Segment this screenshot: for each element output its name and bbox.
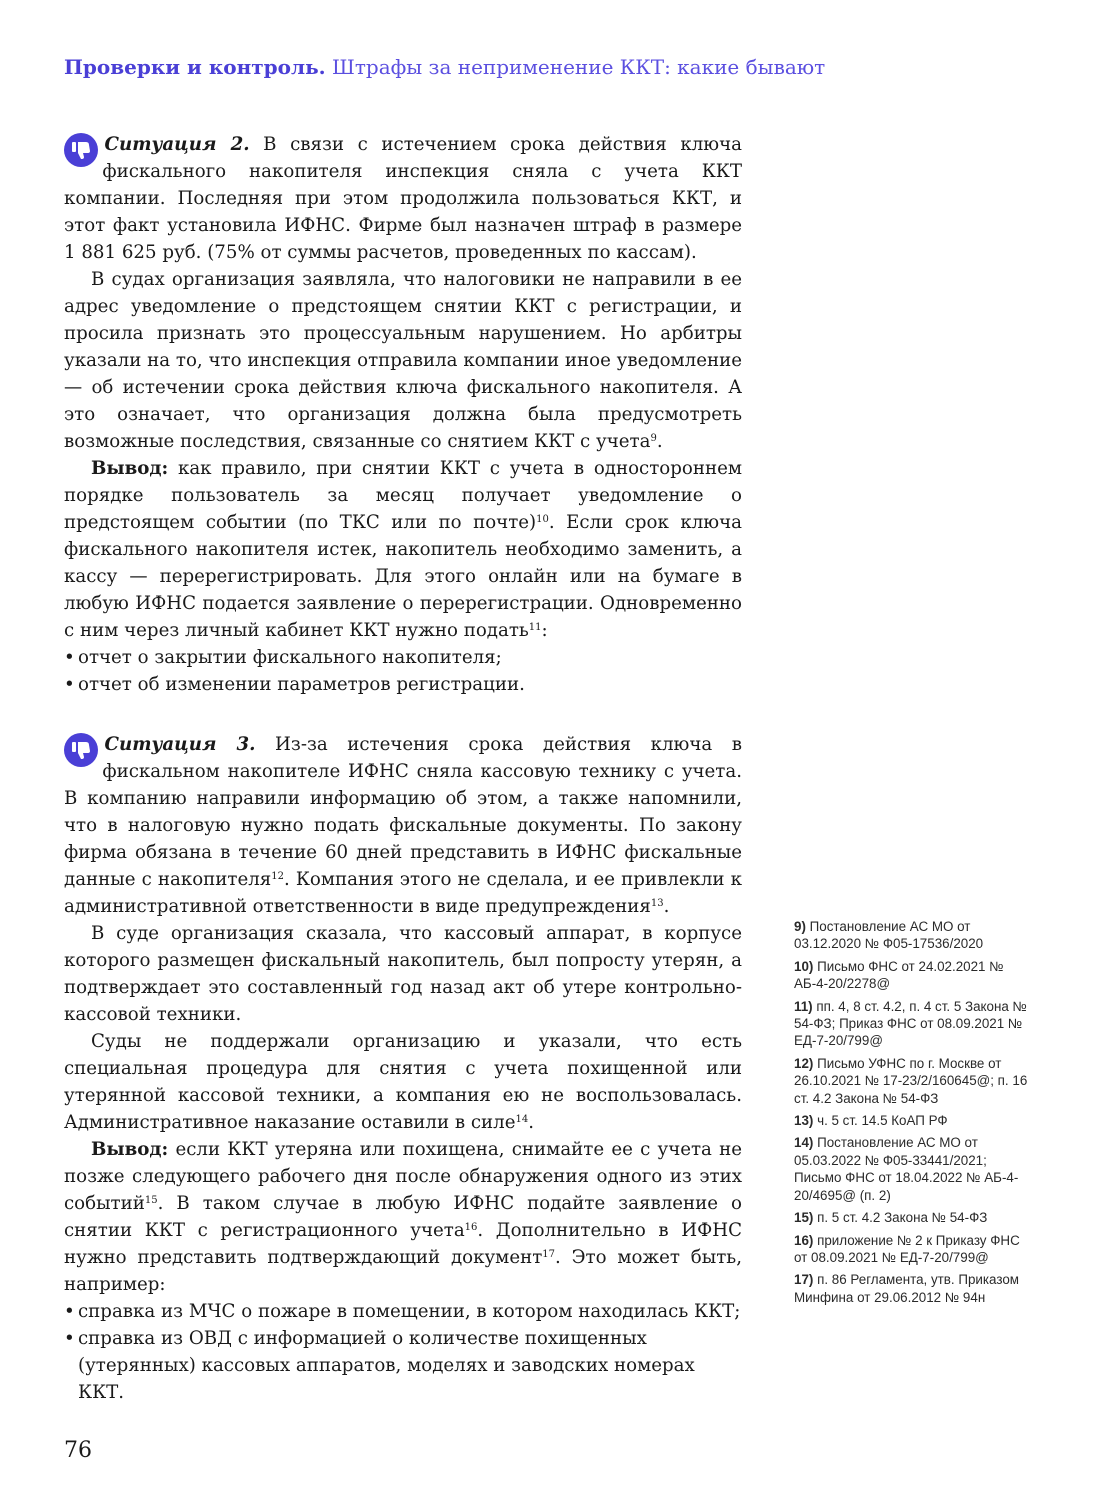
footnote-ref[interactable]: 9 — [650, 433, 657, 444]
footnote-ref[interactable]: 12 — [271, 871, 284, 882]
situation-2-conclusion: Вывод: как правило, при снятии ККТ с учета в одностороннем порядке пользователь за месяц получает уведомление о предстоящем событии (по ТКС или по почте)$^{10}$. Если срок ключа фискального накопителя истек, накопитель необходимо заменить, а кассу — перерегистрировать. Для этого онлайн или на бумаге в любую ИФНС подается заявление о перерегистрации. Одновременно с ним через личный кабинет ККТ нужно подать$^{11}$: — [64, 458, 742, 641]
thumbs-down-icon — [64, 133, 98, 167]
footnote-item: 12) Письмо УФНС по г. Москве от 26.10.2021 № 17-23/2/160645@; п. 16 ст. 4.2 Закона № 54-ФЗ — [794, 1055, 1028, 1106]
footnote-ref[interactable]: 10 — [536, 514, 549, 525]
situation-2-block — [64, 131, 742, 698]
list-item: • справка из ОВД с информацией о количестве похищенных (утерянных) кассовых аппаратов, моделях и заводских номерах ККТ. — [64, 1325, 742, 1406]
footnote-ref[interactable]: 13 — [650, 898, 664, 909]
footnotes — [794, 918, 1034, 1311]
thumbs-down-icon — [64, 733, 98, 767]
footnote-ref[interactable]: 17 — [542, 1249, 555, 1260]
footnote-item: 16) приложение № 2 к Приказу ФНС от 08.09.2021 № ЕД-7-20/799@ — [794, 1232, 1020, 1265]
footnote-item: 10) Письмо ФНС от 24.02.2021 № АБ-4-20/2278@ — [794, 958, 1004, 992]
footnote-item: 9) Постановление АС МО от 03.12.2020 № Ф05-17536/2020 — [794, 919, 984, 952]
list-item: • отчет о закрытии фискального накопителя; — [64, 644, 742, 671]
footnote-item: 11) пп. 4, 8 ст. 4.2, п. 4 ст. 5 Закона № 54-ФЗ; Приказ ФНС от 08.09.2021 № ЕД-7-20/799@ — [794, 998, 1027, 1049]
situation-3-paragraph-2: Суды не поддержали организацию и указали, что есть специальная процедура для снятия с учета похищенной или утерянной кассовой техники, а компания ею не воспользовалась. Административное наказание оставили в силе$^{14}$. — [64, 1031, 742, 1133]
footnote-ref[interactable]: 11 — [528, 622, 542, 633]
situation-2-label: Ситуация 2. — [104, 134, 250, 155]
situation-3-block: Ситуация 3. Из-за истечения срока действия ключа в фискальном накопителе ИФНС сняла кассовую технику с учета. В компанию направили информацию об этом, а также напомнили, что в налоговую нужно подать фискальные документы. По закону фирма обязана в течение 60 дней представить в ИФНС фискальные данные с накопителя$^{12}$. Компания этого не сделала, и ее привлекли к административной ответственности в виде предупреждения$^{13}$. В суде организация сказала, что кассовый аппарат, в корпусе которого размещен фискальный накопитель, был попросту утерян, а подтверждает это составленный год назад акт об утере контрольно-кассовой техники. Суды не поддержали организацию и указали, что есть специальная процедура для снятия с учета похищенной или утерянной кассовой техники, а компания ею не воспользовалась. Административное наказание оставили в силе$^{14}$. Вывод: если ККТ утеряна или похищена, снимайте ее с учета не позже следующего рабочего дня после обнаружения одного из этих событий$^{15}$. В таком случае в любую ИФНС подайте заявление о снятии ККТ с регистрационного учета$^{16}$. Дополнительно в ИФНС нужно представить подтверждающий документ$^{17}$. Это может быть, например: • справка из МЧС о пожаре в помещении, в котором находилась ККТ; • справка из ОВД с информацией о количестве похищенных (утерянных) кассовых аппаратов, моделях и заводских номерах ККТ. — [64, 731, 742, 1406]
footnote-ref[interactable]: 14 — [515, 1114, 529, 1125]
situation-2-intro: В связи с истечением срока действия ключа фискального накопителя инспекция сняла с учета ККТ компании. Последняя при этом продолжила пользоваться ККТ, и этот факт установила ИФНС. Фирме был назначен штраф в размере 1 881 625 руб. (75% от суммы расчетов, проведенных по кассам). — [64, 134, 742, 263]
footnote-item: 14) Постановление АС МО от 05.03.2022 № Ф05-33441/2021; Письмо ФНС от 18.04.2022 № АБ-4-20/4695@ (п. 2) — [794, 1135, 1019, 1203]
situation-2-bullets — [64, 644, 742, 698]
footnote-ref[interactable]: 16 — [464, 1222, 478, 1233]
conclusion-label: Вывод: — [91, 458, 169, 479]
situation-3-conclusion: Вывод: если ККТ утеряна или похищена, снимайте ее с учета не позже следующего рабочего дня после обнаружения одного из этих событий$^{15}$. В таком случае в любую ИФНС подайте заявление о снятии ККТ с регистрационного учета$^{16}$. Дополнительно в ИФНС нужно представить подтверждающий документ$^{17}$. Это может быть, например: — [64, 1139, 742, 1295]
footnote-item: 13) ч. 5 ст. 14.5 КоАП РФ — [794, 1113, 948, 1129]
page-number: 76 — [64, 1438, 92, 1463]
header-title: Штрафы за неприменение ККТ: какие бывают — [332, 55, 826, 79]
footnote-ref[interactable]: 15 — [144, 1195, 158, 1206]
situation-3-label: Ситуация 3. — [104, 734, 256, 755]
situation-3-paragraph-1: В суде организация сказала, что кассовый аппарат, в корпусе которого размещен фискальный накопитель, был попросту утерян, а подтверждает это составленный год назад акт об утере контрольно-кассовой техники. — [64, 923, 742, 1025]
running-header — [64, 55, 1064, 79]
list-item: • справка из МЧС о пожаре в помещении, в котором находилась ККТ; — [64, 1298, 742, 1325]
footnote-item: 15) п. 5 ст. 4.2 Закона № 54-ФЗ — [794, 1210, 988, 1226]
situation-3-bullets — [64, 1298, 742, 1406]
list-item: • отчет об изменении параметров регистрации. — [64, 671, 742, 698]
footnote-item: 17) п. 86 Регламента, утв. Приказом Минфина от 29.06.2012 № 94н — [794, 1272, 1019, 1305]
conclusion-label: Вывод: — [91, 1139, 169, 1160]
situation-2-paragraph: В судах организация заявляла, что налоговики не направили в ее адрес уведомление о предстоящем снятии ККТ с регистрации, и просила признать это процессуальным нарушением. Но арбитры указали на то, что инспекция отправила компании иное уведомление — об истечении срока действия ключа фискального накопителя. А это означает, что организация должна была предусмотреть возможные последствия, связанные со снятием ККТ с учета$^9$. — [64, 269, 742, 452]
header-section: Проверки и контроль. — [64, 55, 326, 79]
